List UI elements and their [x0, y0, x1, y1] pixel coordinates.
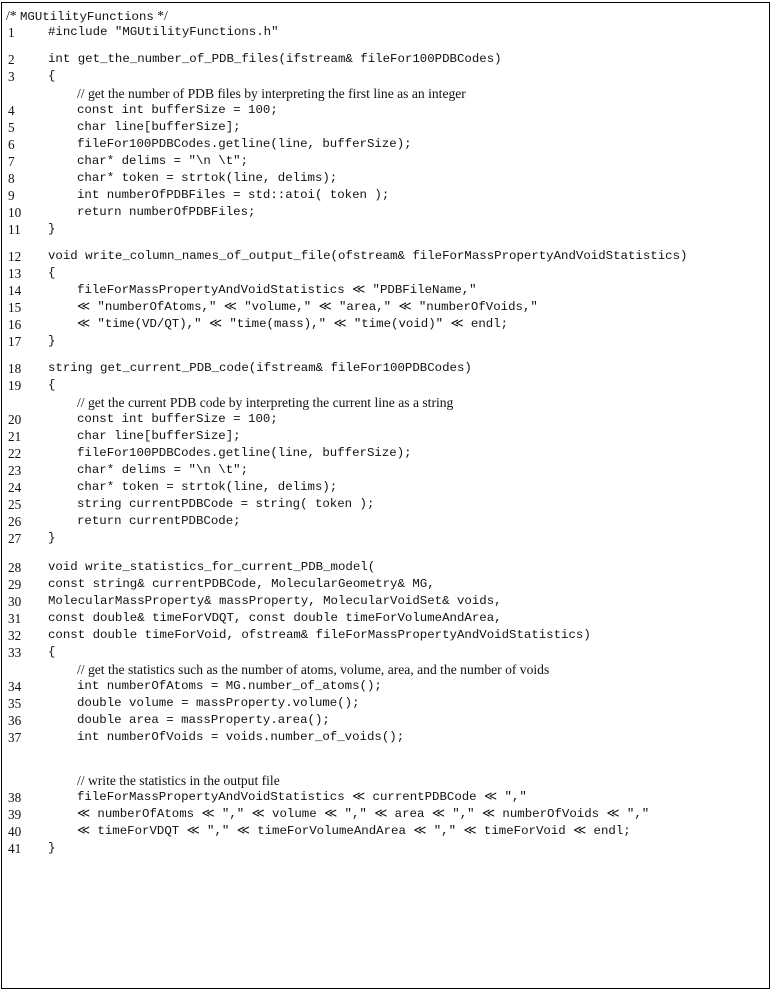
line-code: int numberOfVoids = voids.number_of_voids();	[77, 730, 405, 744]
line-code: #include "MGUtilityFunctions.h"	[48, 25, 279, 39]
code-line	[2, 678, 769, 695]
line-number: 27	[8, 531, 22, 546]
line-code: string currentPDBCode = string( token );	[77, 497, 375, 511]
line-number: 16	[8, 317, 22, 332]
line-comment: // get the statistics such as the number of atoms, volume, area, and the number of voids	[77, 662, 550, 677]
line-code: ≪ "numberOfAtoms," ≪ "volume," ≪ "area," ≪ "numberOfVoids,"	[77, 300, 538, 314]
line-code: const string& currentPDBCode, MolecularGeometry& MG,	[48, 577, 435, 591]
listing-header-close: */	[153, 8, 168, 23]
line-number: 18	[8, 361, 22, 376]
line-code: char line[bufferSize];	[77, 120, 241, 134]
line-number: 15	[8, 300, 22, 315]
line-number: 6	[8, 137, 15, 152]
code-line	[2, 445, 769, 462]
code-line	[2, 712, 769, 729]
line-number: 11	[8, 222, 21, 237]
line-code: char* token = strtok(line, delims);	[77, 171, 338, 185]
line-comment: // get the current PDB code by interpreting the current line as a string	[77, 395, 454, 410]
code-line	[2, 221, 769, 238]
line-number: 4	[8, 103, 15, 118]
code-line	[2, 823, 769, 840]
line-code: ≪ "time(VD/QT)," ≪ "time(mass)," ≪ "time(void)" ≪ endl;	[77, 317, 509, 331]
line-code: {	[48, 266, 56, 280]
code-line	[2, 496, 769, 513]
line-number: 10	[8, 205, 22, 220]
line-code: fileFor100PDBCodes.getline(line, bufferSize);	[77, 137, 412, 151]
line-number: 12	[8, 249, 22, 264]
line-comment: // get the number of PDB files by interpreting the first line as an integer	[77, 86, 466, 101]
code-line	[2, 360, 769, 377]
line-number: 8	[8, 171, 15, 186]
line-comment: // write the statistics in the output file	[77, 773, 280, 788]
code-line	[2, 282, 769, 299]
code-line	[2, 248, 769, 265]
line-number: 38	[8, 790, 22, 805]
line-number: 20	[8, 412, 22, 427]
line-number: 9	[8, 188, 15, 203]
line-number: 41	[8, 841, 22, 856]
code-line	[2, 479, 769, 496]
line-number: 1	[8, 25, 15, 40]
code-line	[2, 153, 769, 170]
line-code: char* token = strtok(line, delims);	[77, 480, 338, 494]
code-line	[2, 462, 769, 479]
line-code: fileForMassPropertyAndVoidStatistics ≪ "PDBFileName,"	[77, 283, 477, 297]
line-code: {	[48, 645, 56, 659]
code-listing-frame	[1, 2, 770, 989]
code-line	[2, 102, 769, 119]
line-number: 7	[8, 154, 15, 169]
line-number: 22	[8, 446, 22, 461]
comment-line	[2, 772, 769, 789]
line-code: const double& timeForVDQT, const double timeForVolumeAndArea,	[48, 611, 502, 625]
code-line	[2, 428, 769, 445]
line-code: double area = massProperty.area();	[77, 713, 330, 727]
listing-header	[6, 7, 168, 24]
line-number: 3	[8, 69, 15, 84]
code-line	[2, 695, 769, 712]
line-code: ≪ numberOfAtoms ≪ "," ≪ volume ≪ "," ≪ area ≪ "," ≪ numberOfVoids ≪ ","	[77, 807, 650, 821]
line-number: 14	[8, 283, 22, 298]
code-line	[2, 136, 769, 153]
line-code: }	[48, 334, 56, 348]
line-code: fileFor100PDBCodes.getline(line, bufferSize);	[77, 446, 412, 460]
line-code: const int bufferSize = 100;	[77, 412, 278, 426]
line-number: 21	[8, 429, 22, 444]
line-code: ≪ timeForVDQT ≪ "," ≪ timeForVolumeAndArea ≪ "," ≪ timeForVoid ≪ endl;	[77, 824, 631, 838]
code-line	[2, 729, 769, 746]
line-code: const double timeForVoid, ofstream& fileForMassPropertyAndVoidStatistics)	[48, 628, 591, 642]
code-line	[2, 644, 769, 661]
code-line	[2, 299, 769, 316]
code-line	[2, 576, 769, 593]
line-number: 29	[8, 577, 22, 592]
line-number: 26	[8, 514, 22, 529]
line-code: fileForMassPropertyAndVoidStatistics ≪ currentPDBCode ≪ ","	[77, 790, 527, 804]
comment-line	[2, 661, 769, 678]
line-number: 39	[8, 807, 22, 822]
line-number: 17	[8, 334, 22, 349]
line-number: 2	[8, 52, 15, 67]
line-number: 37	[8, 730, 22, 745]
line-code: int numberOfPDBFiles = std::atoi( token );	[77, 188, 390, 202]
code-line	[2, 51, 769, 68]
line-number: 25	[8, 497, 22, 512]
line-code: MolecularMassProperty& massProperty, MolecularVoidSet& voids,	[48, 594, 502, 608]
line-code: char* delims = "\n \t";	[77, 154, 249, 168]
code-line	[2, 265, 769, 282]
code-line	[2, 68, 769, 85]
line-number: 36	[8, 713, 22, 728]
listing-header-name: MGUtilityFunctions	[19, 10, 154, 24]
line-number: 28	[8, 560, 22, 575]
line-code: void write_column_names_of_output_file(ofstream& fileForMassPropertyAndVoidStatistics)	[48, 249, 688, 263]
line-code: string get_current_PDB_code(ifstream& fileFor100PDBCodes)	[48, 361, 472, 375]
line-code: }	[48, 841, 56, 855]
line-code: double volume = massProperty.volume();	[77, 696, 360, 710]
line-code: return currentPDBCode;	[77, 514, 241, 528]
line-code: char line[bufferSize];	[77, 429, 241, 443]
code-line	[2, 840, 769, 857]
code-line	[2, 187, 769, 204]
line-code: int numberOfAtoms = MG.number_of_atoms();	[77, 679, 382, 693]
line-number: 32	[8, 628, 22, 643]
line-number: 34	[8, 679, 22, 694]
comment-line	[2, 85, 769, 102]
line-code: }	[48, 531, 56, 545]
code-line	[2, 170, 769, 187]
comment-line	[2, 394, 769, 411]
line-code: void write_statistics_for_current_PDB_model(	[48, 560, 376, 574]
line-number: 40	[8, 824, 22, 839]
line-code: char* delims = "\n \t";	[77, 463, 249, 477]
line-number: 33	[8, 645, 22, 660]
listing-header-open: /*	[6, 8, 20, 23]
code-line	[2, 333, 769, 350]
code-line	[2, 316, 769, 333]
code-line	[2, 513, 769, 530]
code-line	[2, 627, 769, 644]
line-code: const int bufferSize = 100;	[77, 103, 278, 117]
line-code: return numberOfPDBFiles;	[77, 205, 256, 219]
line-number: 31	[8, 611, 22, 626]
code-line	[2, 530, 769, 547]
code-line	[2, 24, 769, 41]
code-line	[2, 610, 769, 627]
line-code: }	[48, 222, 56, 236]
code-line	[2, 119, 769, 136]
code-line	[2, 204, 769, 221]
code-line	[2, 377, 769, 394]
line-code: {	[48, 378, 56, 392]
line-code: {	[48, 69, 56, 83]
line-number: 19	[8, 378, 22, 393]
code-line	[2, 411, 769, 428]
line-code: int get_the_number_of_PDB_files(ifstream& fileFor100PDBCodes)	[48, 52, 502, 66]
line-number: 30	[8, 594, 22, 609]
line-number: 23	[8, 463, 22, 478]
code-line	[2, 593, 769, 610]
line-number: 35	[8, 696, 22, 711]
code-line	[2, 559, 769, 576]
code-line	[2, 806, 769, 823]
line-number: 24	[8, 480, 22, 495]
code-line	[2, 789, 769, 806]
line-number: 5	[8, 120, 15, 135]
line-number: 13	[8, 266, 22, 281]
